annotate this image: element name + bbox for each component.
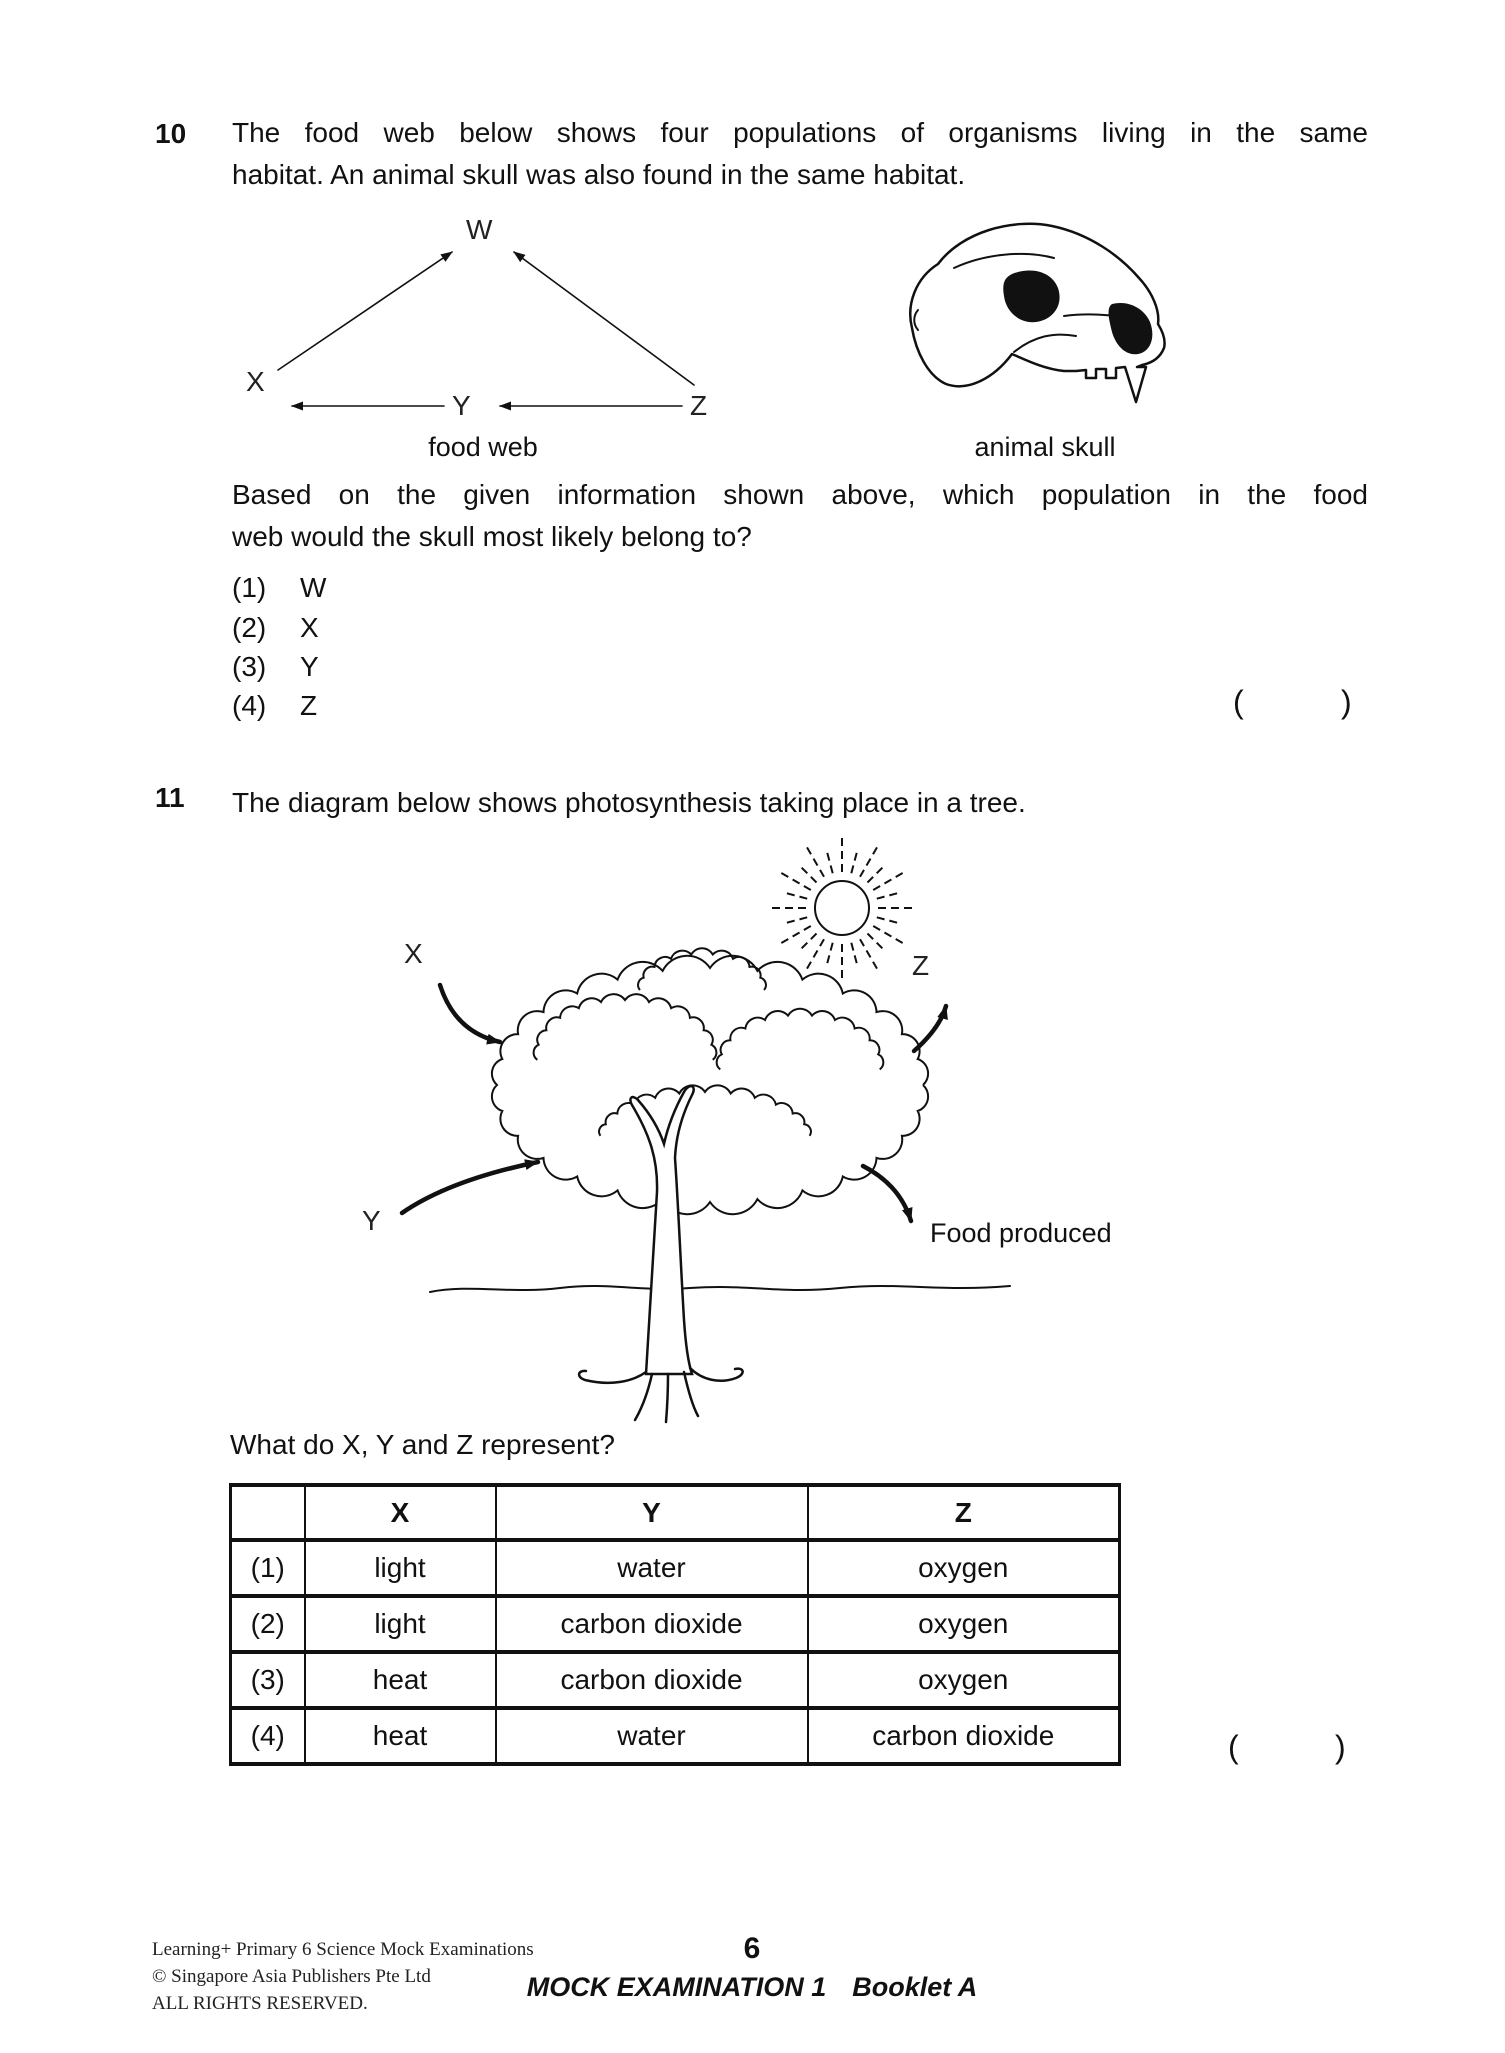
question-11-stem: The diagram below shows photosynthesis taking place in a tree. xyxy=(232,787,1026,818)
option-2-number: (2) xyxy=(232,612,267,643)
option-3 xyxy=(232,651,319,683)
table-row xyxy=(231,1652,1120,1708)
arrow-y-into-tree xyxy=(402,1162,538,1213)
table-cell: carbon dioxide xyxy=(496,1652,808,1708)
table-row xyxy=(231,1708,1120,1764)
table-cell: water xyxy=(496,1708,808,1764)
arrow-z-out-of-tree xyxy=(914,1006,946,1051)
footer-imprint-line2: © Singapore Asia Publishers Pte Ltd xyxy=(152,1966,431,1987)
option-1-label: W xyxy=(300,572,327,603)
footer-imprint-line1: Learning+ Primary 6 Science Mock Examinations xyxy=(152,1939,534,1960)
arrow-x-into-tree xyxy=(440,985,500,1042)
table-row xyxy=(231,1540,1120,1596)
question-10-stem-line2: habitat. An animal skull was also found in the same habitat. xyxy=(232,159,966,190)
table-header-row xyxy=(231,1485,1120,1540)
table-header-y: Y xyxy=(496,1485,808,1540)
tree-canopy xyxy=(492,956,928,1214)
food-web-node-w: W xyxy=(466,214,493,245)
q10-answer-bracket-open: ( xyxy=(1233,684,1244,720)
question-10-number: 10 xyxy=(155,118,187,149)
tree-drawing xyxy=(380,820,1060,1440)
table-cell: (2) xyxy=(231,1596,305,1652)
animal-skull-caption: animal skull xyxy=(974,432,1116,462)
diagram-label-x: X xyxy=(404,938,423,969)
animal-skull-illustration xyxy=(894,216,1170,462)
table-cell: carbon dioxide xyxy=(808,1708,1120,1764)
food-web-node-z: Z xyxy=(690,390,708,421)
food-web-node-y: Y xyxy=(452,390,471,421)
q11-answer-bracket-open: ( xyxy=(1228,1729,1239,1765)
page-number: 6 xyxy=(743,1932,761,1965)
option-4-number: (4) xyxy=(232,690,267,721)
table-header-z: Z xyxy=(808,1485,1120,1540)
food-web-diagram xyxy=(230,210,760,480)
question-10-prompt xyxy=(232,474,1372,558)
footer-imprint-line3: ALL RIGHTS RESERVED. xyxy=(152,1993,368,2014)
table-cell: (3) xyxy=(231,1652,305,1708)
question-10-stem-line1: The food web below shows four populations of organisms living in the same xyxy=(232,117,1368,148)
table-cell: carbon dioxide xyxy=(496,1596,808,1652)
question-10-stem xyxy=(232,112,1372,196)
diagram-label-z: Z xyxy=(912,950,930,981)
table-cell: light xyxy=(305,1596,496,1652)
option-4 xyxy=(232,690,317,722)
footer-booklet-text: Booklet A xyxy=(852,1972,978,2002)
table-cell: light xyxy=(305,1540,496,1596)
table-cell: oxygen xyxy=(808,1596,1120,1652)
table-cell: oxygen xyxy=(808,1652,1120,1708)
table-cell: oxygen xyxy=(808,1540,1120,1596)
animal-skull-drawing xyxy=(894,216,1170,422)
arrow-z-to-w xyxy=(514,252,694,385)
table-cell: (1) xyxy=(231,1540,305,1596)
question-11-number: 11 xyxy=(155,782,185,813)
option-1 xyxy=(232,572,326,604)
option-1-number: (1) xyxy=(232,572,267,603)
footer-exam-title xyxy=(452,1972,1052,2003)
answer-table-wrap xyxy=(229,1483,1121,1766)
option-3-label: Y xyxy=(300,651,319,682)
ground-line xyxy=(430,1286,1010,1292)
option-3-number: (3) xyxy=(232,651,267,682)
table-cell: water xyxy=(496,1540,808,1596)
table-header-x: X xyxy=(305,1485,496,1540)
table-row xyxy=(231,1596,1120,1652)
question-11-prompt: What do X, Y and Z represent? xyxy=(230,1429,615,1460)
diagram-label-y: Y xyxy=(362,1205,381,1236)
q11-answer-bracket-close: ) xyxy=(1335,1729,1346,1765)
sun-disc xyxy=(815,881,869,935)
diagram-label-food-produced: Food produced xyxy=(930,1218,1112,1248)
q10-answer-bracket-close: ) xyxy=(1341,684,1352,720)
option-4-label: Z xyxy=(300,690,318,721)
table-cell: heat xyxy=(305,1708,496,1764)
table-header-blank xyxy=(231,1485,305,1540)
question-10-prompt-line2: web would the skull most likely belong to? xyxy=(232,521,752,552)
tree-roots xyxy=(579,1368,743,1422)
answer-table xyxy=(229,1483,1121,1766)
option-2 xyxy=(232,612,319,644)
table-cell: heat xyxy=(305,1652,496,1708)
food-web-node-x: X xyxy=(246,366,265,397)
food-web-caption: food web xyxy=(428,432,538,462)
photosynthesis-diagram xyxy=(362,820,1112,1440)
table-cell: (4) xyxy=(231,1708,305,1764)
question-10-prompt-line1: Based on the given information shown above, which population in the food xyxy=(232,479,1368,510)
arrow-x-to-w xyxy=(278,252,452,370)
option-2-label: X xyxy=(300,612,319,643)
footer-exam-title-text: MOCK EXAMINATION 1 xyxy=(526,1972,827,2002)
